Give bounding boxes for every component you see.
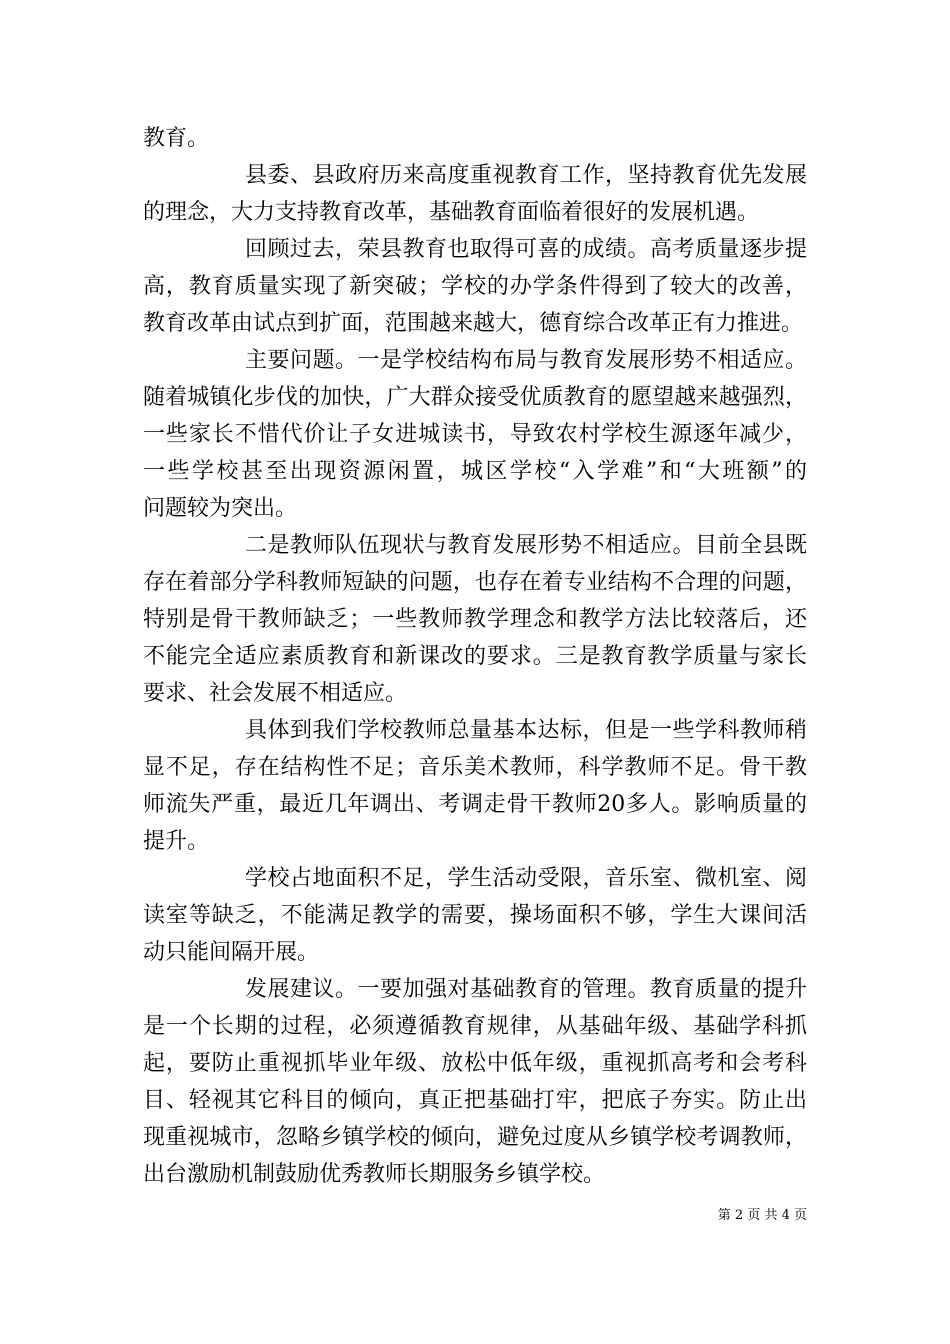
text-line: 具体到我们学校教师总量基本达标，但是一些学科教师稍	[245, 718, 807, 743]
text-line: 县委、县政府历来高度重视教育工作，坚持教育优先发展	[245, 163, 807, 188]
text-line: 教育。	[143, 126, 210, 151]
text-line: 教育改革由试点到扩面，范围越来越大，德育综合改革正有力推进。	[143, 311, 804, 336]
text-line: 师流失严重，最近几年调出、考调走骨干教师20多人。影响质量的	[143, 792, 807, 817]
text-line: 的理念，大力支持教育改革，基础教育面临着很好的发展机遇。	[143, 200, 760, 225]
document-body	[143, 120, 807, 1193]
text-line: 一些家长不惜代价让子女进城读书，导致农村学校生源逐年减少，	[143, 422, 807, 447]
text-line: 学校占地面积不足，学生活动受限，音乐室、微机室、阅	[245, 866, 807, 891]
page-footer: 第 2 页 共 4 页	[717, 1208, 807, 1223]
text-line: 随着城镇化步伐的加快，广大群众接受优质教育的愿望越来越强烈，	[143, 385, 807, 410]
text-line: 主要问题。一是学校结构布局与教育发展形势不相适应。	[245, 348, 807, 373]
text-line: 特别是骨干教师缺乏；一些教师教学理念和教学方法比较落后，还	[143, 607, 807, 632]
text-line: 目、轻视其它科目的倾向，真正把基础打牢，把底子夯实。防止出	[143, 1088, 807, 1113]
text-line: 动只能间隔开展。	[143, 940, 320, 965]
text-line: 要求、社会发展不相适应。	[143, 681, 408, 706]
text-line: 出台激励机制鼓励优秀教师长期服务乡镇学校。	[143, 1162, 606, 1187]
text-line: 二是教师队伍现状与教育发展形势不相适应。目前全县既	[245, 533, 807, 558]
text-line: 提升。	[143, 829, 210, 854]
text-line: 现重视城市，忽略乡镇学校的倾向，避免过度从乡镇学校考调教师，	[143, 1125, 807, 1150]
text-line: 是一个长期的过程，必须遵循教育规律，从基础年级、基础学科抓	[143, 1014, 807, 1039]
text-line: 不能完全适应素质教育和新课改的要求。三是教育教学质量与家长	[143, 644, 807, 669]
text-line: 一些学校甚至出现资源闲置，城区学校“入学难”和“大班额”的	[143, 459, 807, 484]
text-line: 高，教育质量实现了新突破；学校的办学条件得到了较大的改善，	[143, 274, 807, 299]
text-line: 发展建议。一要加强对基础教育的管理。教育质量的提升	[245, 977, 807, 1002]
text-line: 回顾过去，荣县教育也取得可喜的成绩。高考质量逐步提	[245, 237, 807, 262]
text-line: 读室等缺乏，不能满足教学的需要，操场面积不够，学生大课间活	[143, 903, 807, 928]
text-line: 起，要防止重视抓毕业年级、放松中低年级，重视抓高考和会考科	[143, 1051, 807, 1076]
text-line: 问题较为突出。	[143, 496, 298, 521]
text-line: 存在着部分学科教师短缺的问题，也存在着专业结构不合理的问题，	[143, 570, 807, 595]
text-line: 显不足，存在结构性不足；音乐美术教师，科学教师不足。骨干教	[143, 755, 807, 780]
